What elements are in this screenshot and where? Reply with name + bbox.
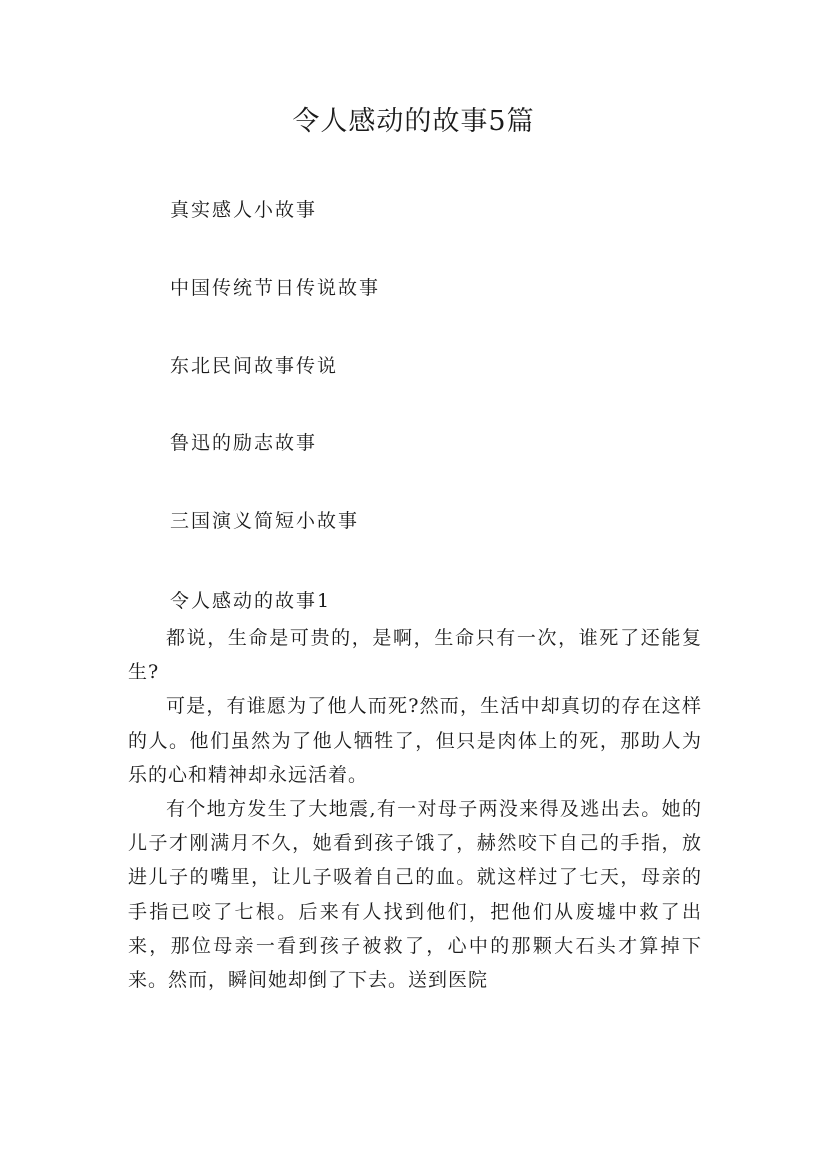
toc-item: 真实感人小故事 bbox=[170, 199, 318, 221]
paragraph: 有个地方发生了大地震,有一对母子两没来得及逃出去。她的儿子才刚满月不久，她看到孩子饿了，赫然咬下自己的手指，放进儿子的嘴里，让儿子吸着自己的血。就这样过了七天，母亲的手指已咬了七根。后来有人找到他们，把他们从废墟中救了出来，那位母亲一看到孩子被救了，心中的那颗大石头才算掉下来。然而，瞬间她却倒了下去。送到医院 bbox=[128, 798, 702, 992]
body-text bbox=[128, 621, 702, 997]
toc-item: 中国传统节日传说故事 bbox=[170, 277, 381, 299]
paragraph: 可是，有谁愿为了他人而死?然而，生活中却真切的存在这样的人。他们虽然为了他人牺牲了，但只是肉体上的死，那助人为乐的心和精神却永远活着。 bbox=[128, 695, 702, 786]
section-heading: 令人感动的故事1 bbox=[170, 590, 332, 612]
toc-item: 东北民间故事传说 bbox=[170, 355, 339, 377]
page-title: 令人感动的故事5篇 bbox=[292, 106, 535, 137]
paragraph: 都说，生命是可贵的，是啊，生命只有一次，谁死了还能复生? bbox=[128, 627, 702, 684]
toc-item: 三国演义简短小故事 bbox=[170, 510, 360, 532]
toc-item: 鲁迅的励志故事 bbox=[170, 432, 318, 454]
